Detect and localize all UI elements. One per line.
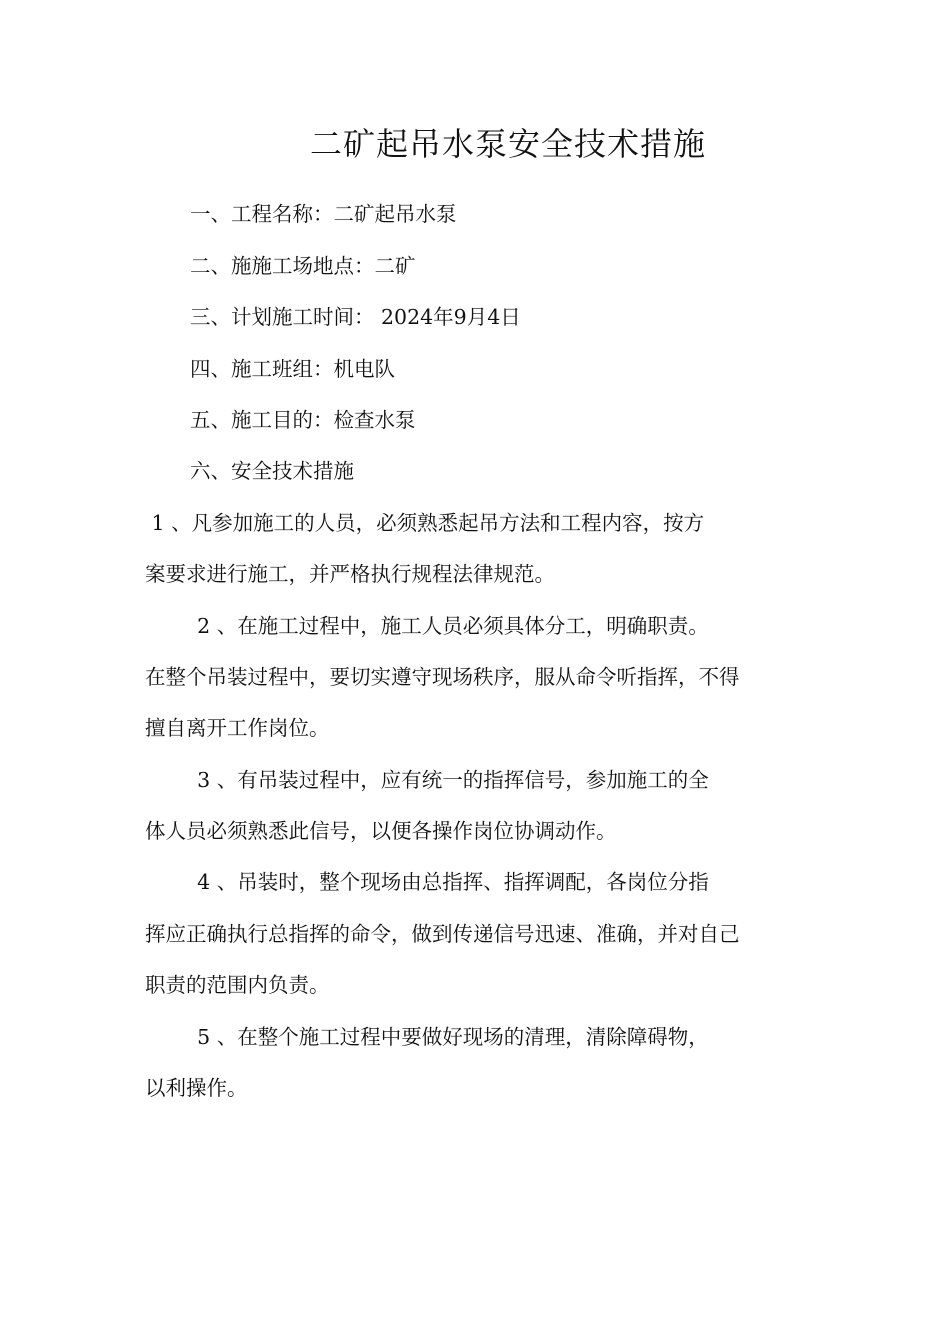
measure-2-line-1: 2 、在施工过程中，施工人员必须具体分工，明确职责。 <box>145 614 709 638</box>
measure-5-line-1: 5 、在整个施工过程中要做好现场的清理，清除障碍物， <box>145 1025 709 1049</box>
measure-3-line-1: 3 、有吊装过程中，应有统一的指挥信号，参加施工的全 <box>145 768 709 792</box>
measure-1-line-1: 1 、凡参加施工的人员，必须熟悉起吊方法和工程内容，按方 <box>145 511 705 535</box>
document-title: 二矿起吊水泵安全技术措施 <box>309 125 706 163</box>
item-planned-time: 三、计划施工时间： 2024年9月4日 <box>190 305 521 329</box>
item-safety-measures-heading: 六、安全技术措施 <box>190 459 354 483</box>
measure-4-line-2: 挥应正确执行总指挥的命令，做到传递信号迅速、准确，并对自己 <box>145 922 740 946</box>
item-site-location: 二、施施工场地点：二矿 <box>190 254 416 278</box>
item-work-purpose: 五、施工目的：检查水泵 <box>190 408 416 432</box>
measure-5-line-2: 以利操作。 <box>145 1076 248 1100</box>
measure-4-line-1: 4 、吊装时，整个现场由总指挥、指挥调配，各岗位分指 <box>145 870 709 894</box>
item-project-name: 一、工程名称：二矿起吊水泵 <box>190 202 457 226</box>
measure-3-line-2: 体人员必须熟悉此信号，以便各操作岗位协调动作。 <box>145 819 617 843</box>
measure-2-line-3: 擅自离开工作岗位。 <box>145 716 330 740</box>
measure-4-line-3: 职责的范围内负责。 <box>145 973 330 997</box>
measure-1-line-2: 案要求进行施工，并严格执行规程法律规范。 <box>145 562 555 586</box>
measure-2-line-2: 在整个吊装过程中，要切实遵守现场秩序，服从命令听指挥，不得 <box>145 665 740 689</box>
item-work-team: 四、施工班组：机电队 <box>190 357 395 381</box>
